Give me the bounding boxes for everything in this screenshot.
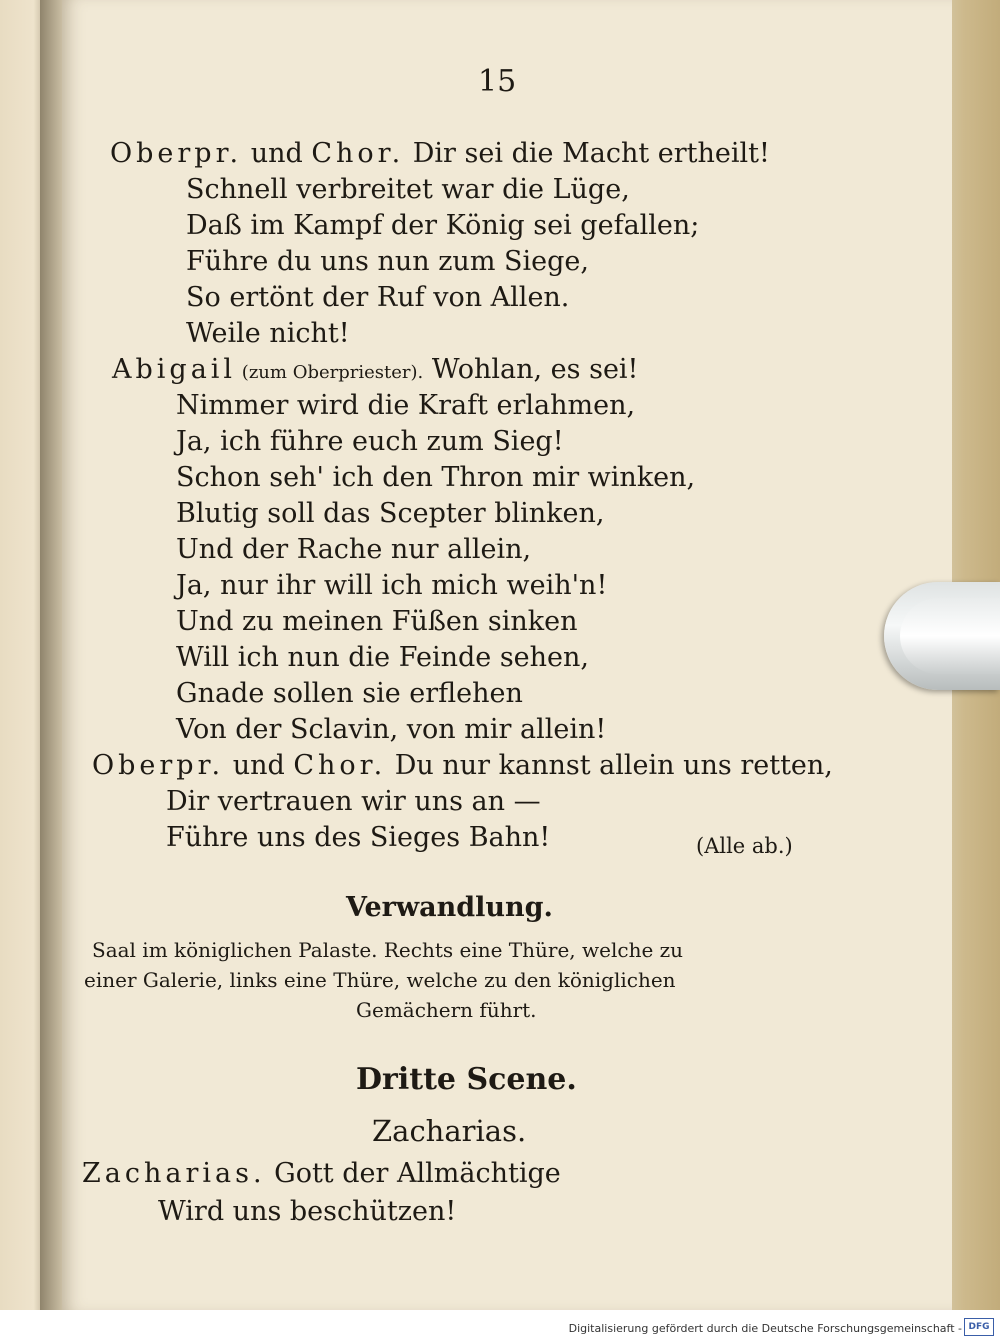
verse-line: Ja, nur ihr will ich mich weih'n! (176, 570, 608, 601)
line-text: Wohlan, es sei! (423, 354, 639, 385)
verse-line: Schnell verbreitet war die Lüge, (186, 174, 630, 205)
verse-line: Ja, ich führe euch zum Sieg! (176, 426, 564, 457)
stage-aside: (zum Oberpriester). (236, 362, 424, 383)
verse-line: Will ich nun die Feinde sehen, (176, 642, 590, 673)
scene-title: Dritte Scene. (356, 1062, 577, 1097)
speaker-name: Abigail (112, 354, 237, 385)
verse-line: Wird uns beschützen! (158, 1196, 457, 1227)
footer-credit: Digitalisierung gefördert durch die Deutsche Forschungsgemeinschaft - (568, 1322, 962, 1335)
verse-line: Gnade sollen sie erflehen (176, 678, 523, 709)
line-text: Gott der Allmächtige (265, 1158, 561, 1189)
verse-line: Und der Rache nur allein, (176, 534, 532, 565)
speaker-name: Zacharias. (82, 1158, 266, 1189)
verse-line: So ertönt der Ruf von Allen. (186, 282, 570, 313)
scene-description: Gemächern führt. (356, 998, 537, 1022)
section-heading: Verwandlung. (346, 892, 553, 923)
verse-line: Nimmer wird die Kraft erlahmen, (176, 390, 636, 421)
scene-character-list: Zacharias. (372, 1114, 527, 1148)
page-clip-highlight (900, 598, 1000, 674)
verse-line: Dir vertrauen wir uns an — (166, 786, 541, 817)
verse-line: Daß im Kampf der König sei gefallen; (186, 210, 700, 241)
verse-line: Schon seh' ich den Thron mir winken, (176, 462, 696, 493)
line-text: Du nur kannst allein uns retten, (386, 750, 833, 781)
scene-description: einer Galerie, links eine Thüre, welche zu den königlichen (84, 968, 676, 992)
page-number: 15 (478, 64, 517, 99)
verse-line: Führe du uns nun zum Siege, (186, 246, 589, 277)
dialogue-line (82, 1158, 561, 1189)
verse-line: Führe uns des Sieges Bahn! (166, 822, 551, 853)
dfg-logo: DFG (964, 1318, 994, 1336)
speaker-name: Oberpr. (92, 750, 225, 781)
dialogue-line: Oberpr. und Chor. Dir sei die Macht ertheilt! (110, 138, 770, 169)
stage-direction: (Alle ab.) (696, 834, 793, 858)
verse-line: Von der Sclavin, von mir allein! (176, 714, 607, 745)
speaker-name: Oberpr. (110, 138, 243, 169)
dialogue-line (112, 354, 638, 385)
speaker-name: Chor. (293, 750, 387, 781)
line-text: Dir sei die Macht ertheilt! (404, 138, 770, 169)
speaker-name: Chor. (311, 138, 405, 169)
scene-description: Saal im königlichen Palaste. Rechts eine Thüre, welche zu (92, 938, 684, 962)
verse-line: Blutig soll das Scepter blinken, (176, 498, 605, 529)
dialogue-line: Oberpr. und Chor. Du nur kannst allein uns retten, (92, 750, 833, 781)
verse-line: Weile nicht! (186, 318, 350, 349)
verse-line: Und zu meinen Füßen sinken (176, 606, 578, 637)
